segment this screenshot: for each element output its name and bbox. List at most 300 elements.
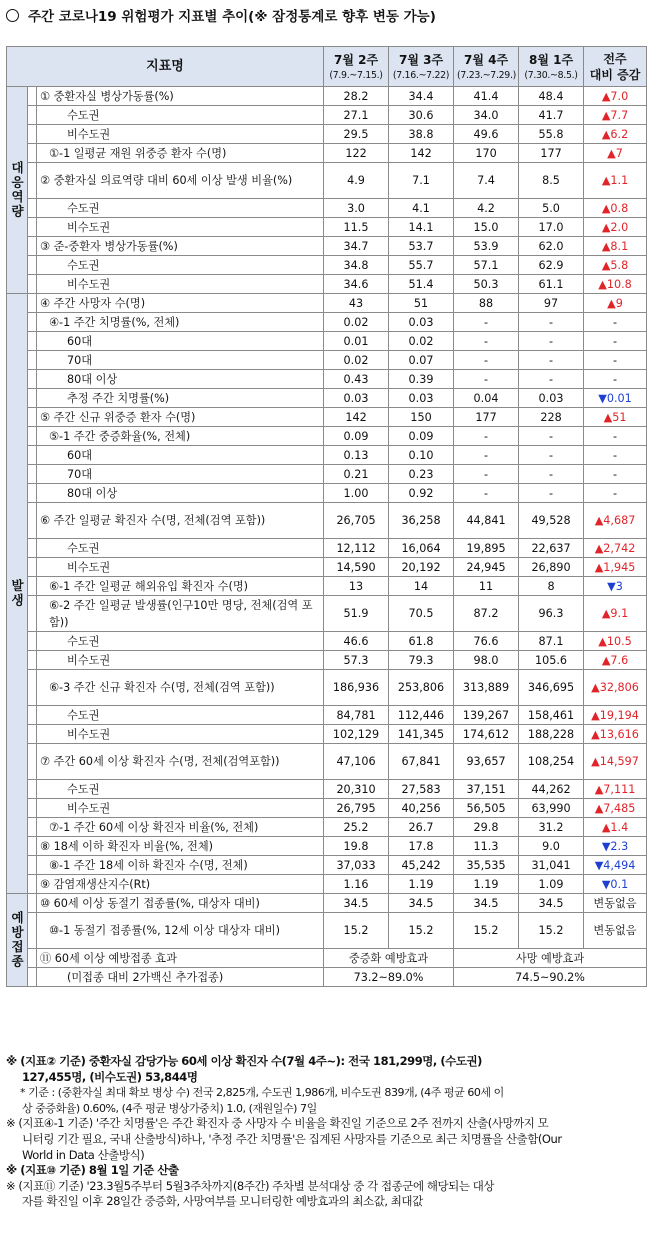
indicator-label: 수도권 — [37, 706, 324, 725]
indent-cell — [28, 856, 37, 875]
week-value: 12,112 — [324, 539, 389, 558]
indicator-label: ③ 준-중환자 병상가동률(%) — [37, 237, 324, 256]
week-value: 53.9 — [454, 237, 519, 256]
week-value: 49,528 — [519, 503, 584, 539]
week-value: 1.16 — [324, 875, 389, 894]
table-row — [7, 706, 647, 725]
indent-cell — [28, 799, 37, 818]
week-value: 61.1 — [519, 275, 584, 294]
header-week-3: 7월 4주 (7.23.~7.29.) — [454, 47, 519, 87]
change-value: ▲5.8 — [584, 256, 647, 275]
effect-label: ⑪ 60세 이상 예방접종 효과 — [37, 949, 324, 968]
table-row — [7, 894, 647, 913]
note-1: ※ (지표② 기준) 중환자실 감당가능 60세 이상 확진자 수(7월 4주~): 전국 181,299명, (수도권) — [6, 1054, 482, 1068]
week-value: 11 — [454, 577, 519, 596]
week-value: 15.2 — [389, 913, 454, 949]
table-row — [7, 408, 647, 427]
change-value: - — [584, 370, 647, 389]
week-value: 20,192 — [389, 558, 454, 577]
week-value: 67,841 — [389, 744, 454, 780]
week-value: 150 — [389, 408, 454, 427]
week-value: 45,242 — [389, 856, 454, 875]
table-row — [7, 539, 647, 558]
week-value: 51.4 — [389, 275, 454, 294]
week-value: 34.7 — [324, 237, 389, 256]
week-value: - — [519, 427, 584, 446]
week-value: - — [454, 465, 519, 484]
table-row — [7, 651, 647, 670]
week-value: 228 — [519, 408, 584, 427]
week-value: 0.04 — [454, 389, 519, 408]
table-row — [7, 87, 647, 106]
week-value: - — [454, 313, 519, 332]
week-value: 15.2 — [324, 913, 389, 949]
indent-cell — [28, 577, 37, 596]
week-value: 16,064 — [389, 539, 454, 558]
week-value: 97 — [519, 294, 584, 313]
indent-cell — [28, 237, 37, 256]
indent-cell — [28, 670, 37, 706]
week-value: 112,446 — [389, 706, 454, 725]
week-value: 30.6 — [389, 106, 454, 125]
indent-cell — [28, 370, 37, 389]
week-value: 186,936 — [324, 670, 389, 706]
indicator-label: 60대 — [37, 332, 324, 351]
week-value: 98.0 — [454, 651, 519, 670]
week-value: 4.1 — [389, 199, 454, 218]
change-value: ▲6.2 — [584, 125, 647, 144]
week-value: 29.5 — [324, 125, 389, 144]
week-value: 102,129 — [324, 725, 389, 744]
week-value: 34.5 — [454, 894, 519, 913]
indent-cell — [28, 725, 37, 744]
week-value: 31.2 — [519, 818, 584, 837]
change-value: ▼2.3 — [584, 837, 647, 856]
table-row — [7, 818, 647, 837]
indicator-label: 수도권 — [37, 199, 324, 218]
table-row — [7, 446, 647, 465]
change-value: ▲13,616 — [584, 725, 647, 744]
change-value: ▼0.1 — [584, 875, 647, 894]
week-value: 7.1 — [389, 163, 454, 199]
week-value: 1.09 — [519, 875, 584, 894]
week-value: 1.00 — [324, 484, 389, 503]
indent-cell — [28, 256, 37, 275]
table-row — [7, 596, 647, 632]
effect-sublabel: (미접종 대비 2가백신 추가접종) — [37, 968, 324, 987]
change-value: - — [584, 313, 647, 332]
week-value: 0.02 — [324, 351, 389, 370]
week-value: 34.4 — [389, 87, 454, 106]
change-value: ▲10.5 — [584, 632, 647, 651]
week-value: 346,695 — [519, 670, 584, 706]
category-vaccine: 예방접종 — [7, 894, 28, 987]
note-2: * 기준 : (중환자실 최대 확보 병상 수) 전국 2,825개, 수도권 1,986개, 비수도권 839개, (4주 평균 60세 이 — [20, 1086, 504, 1100]
week-value: - — [519, 465, 584, 484]
indicator-label: 70대 — [37, 465, 324, 484]
circle-bullet-icon — [6, 9, 19, 22]
change-value: 변동없음 — [584, 894, 647, 913]
week-value: 24,945 — [454, 558, 519, 577]
indicator-label: 비수도권 — [37, 218, 324, 237]
table-row — [7, 632, 647, 651]
week-value: 87.1 — [519, 632, 584, 651]
severe-effect-header: 중증화 예방효과 — [324, 949, 454, 968]
change-value: ▲7.0 — [584, 87, 647, 106]
week-value: 0.02 — [389, 332, 454, 351]
indicator-label: ⑦ 주간 60세 이상 확진자 수(명, 전체(검역포함)) — [37, 744, 324, 780]
change-value: ▲9.1 — [584, 596, 647, 632]
week-value: 0.09 — [389, 427, 454, 446]
change-value: - — [584, 446, 647, 465]
indent-cell — [28, 632, 37, 651]
week-value: 43 — [324, 294, 389, 313]
table-row — [7, 106, 647, 125]
week-value: 55.7 — [389, 256, 454, 275]
week-value: 31,041 — [519, 856, 584, 875]
week-value: 17.8 — [389, 837, 454, 856]
week-value: - — [454, 427, 519, 446]
indicator-label: ⑧-1 주간 18세 이하 확진자 수(명, 전체) — [37, 856, 324, 875]
change-value: ▼4,494 — [584, 856, 647, 875]
change-value: ▲8.1 — [584, 237, 647, 256]
table-row — [7, 125, 647, 144]
indicator-label: 비수도권 — [37, 725, 324, 744]
category-response: 대응역량 — [7, 87, 28, 294]
change-value: ▲0.8 — [584, 199, 647, 218]
week-value: 51 — [389, 294, 454, 313]
change-value: ▲7.7 — [584, 106, 647, 125]
indent-cell — [28, 294, 37, 313]
week-value: 57.3 — [324, 651, 389, 670]
change-value: 변동없음 — [584, 913, 647, 949]
table-row — [7, 875, 647, 894]
week-value: 11.3 — [454, 837, 519, 856]
footnotes — [6, 1054, 650, 1210]
indicator-label: ⑦-1 주간 60세 이상 확진자 비율(%, 전체) — [37, 818, 324, 837]
week-value: - — [454, 484, 519, 503]
week-value: - — [454, 370, 519, 389]
week-value: 170 — [454, 144, 519, 163]
indent-cell — [28, 144, 37, 163]
indent-cell — [28, 539, 37, 558]
week-value: 76.6 — [454, 632, 519, 651]
indent-cell — [28, 968, 37, 987]
indent-cell — [28, 106, 37, 125]
week-value: 4.9 — [324, 163, 389, 199]
severe-effect-value: 73.2~89.0% — [324, 968, 454, 987]
indent-cell — [28, 389, 37, 408]
week-value: 44,841 — [454, 503, 519, 539]
week-value: 63,990 — [519, 799, 584, 818]
indent-cell — [28, 87, 37, 106]
table-row — [7, 144, 647, 163]
indent-cell — [28, 949, 37, 968]
indent-cell — [28, 913, 37, 949]
week-value: 62.9 — [519, 256, 584, 275]
indent-cell — [28, 484, 37, 503]
change-value: ▲7.6 — [584, 651, 647, 670]
week-value: - — [519, 446, 584, 465]
table-row — [7, 370, 647, 389]
week-value: 4.2 — [454, 199, 519, 218]
indicator-label: ④-1 주간 치명률(%, 전체) — [37, 313, 324, 332]
week-value: 0.02 — [324, 313, 389, 332]
change-value: ▲1,945 — [584, 558, 647, 577]
change-value: ▲1.1 — [584, 163, 647, 199]
week-value: - — [519, 484, 584, 503]
indent-cell — [28, 199, 37, 218]
header-week-2: 7월 3주 (7.16.~7.22) — [389, 47, 454, 87]
indicator-label: ⑩-1 동절기 접종률(%, 12세 이상 대상자 대비) — [37, 913, 324, 949]
change-value: ▲32,806 — [584, 670, 647, 706]
note-4: ※ (지표⑩ 기준) 8월 1일 기준 산출 — [6, 1163, 179, 1178]
indicator-label: 60대 — [37, 446, 324, 465]
week-value: 0.39 — [389, 370, 454, 389]
indicator-label: ①-1 일평균 재원 위중증 환자 수(명) — [37, 144, 324, 163]
indent-cell — [28, 332, 37, 351]
indicator-label: 비수도권 — [37, 125, 324, 144]
change-value: ▲14,597 — [584, 744, 647, 780]
week-value: 3.0 — [324, 199, 389, 218]
change-value: ▲19,194 — [584, 706, 647, 725]
table-row — [7, 237, 647, 256]
table-row — [7, 670, 647, 706]
week-value: 79.3 — [389, 651, 454, 670]
header-week-1: 7월 2주 (7.9.~7.15.) — [324, 47, 389, 87]
week-value: 62.0 — [519, 237, 584, 256]
week-value: 0.23 — [389, 465, 454, 484]
week-value: 0.03 — [324, 389, 389, 408]
week-value: 0.01 — [324, 332, 389, 351]
indicator-label: 수도권 — [37, 632, 324, 651]
week-value: 19,895 — [454, 539, 519, 558]
table-row — [7, 503, 647, 539]
week-value: 51.9 — [324, 596, 389, 632]
indicator-label: ⑥ 주간 일평균 확진자 수(명, 전체(검역 포함)) — [37, 503, 324, 539]
note-3-cont2: World in Data 산출방식) — [22, 1147, 145, 1162]
change-value: ▲1.4 — [584, 818, 647, 837]
week-value: 174,612 — [454, 725, 519, 744]
week-value: - — [519, 370, 584, 389]
table-row — [7, 577, 647, 596]
week-value: 53.7 — [389, 237, 454, 256]
header-week-4: 8월 1주 (7.30.~8.5.) — [519, 47, 584, 87]
indicator-label: ⑤ 주간 신규 위중증 환자 수(명) — [37, 408, 324, 427]
week-value: 8 — [519, 577, 584, 596]
week-value: 0.13 — [324, 446, 389, 465]
table-row — [7, 968, 647, 987]
table-row — [7, 856, 647, 875]
week-value: - — [454, 351, 519, 370]
indent-cell — [28, 706, 37, 725]
week-value: 40,256 — [389, 799, 454, 818]
week-value: - — [454, 332, 519, 351]
indent-cell — [28, 351, 37, 370]
death-effect-header: 사망 예방효과 — [454, 949, 647, 968]
week-value: 56,505 — [454, 799, 519, 818]
indent-cell — [28, 744, 37, 780]
change-value: ▲9 — [584, 294, 647, 313]
table-row — [7, 332, 647, 351]
indent-cell — [28, 596, 37, 632]
week-value: 141,345 — [389, 725, 454, 744]
week-value: 37,151 — [454, 780, 519, 799]
note-3: ※ (지표④-1 기준) '주간 치명률'은 주간 확진자 중 사망자 수 비율을 확진일 기준으로 2주 전까지 산출(사망까지 모 — [6, 1116, 549, 1131]
indicator-label: ⑩ 60세 이상 동절기 접종률(%, 대상자 대비) — [37, 894, 324, 913]
week-value: 96.3 — [519, 596, 584, 632]
week-value: 61.8 — [389, 632, 454, 651]
week-value: 14 — [389, 577, 454, 596]
table-row — [7, 913, 647, 949]
table-row — [7, 163, 647, 199]
header-indicator-name: 지표명 — [7, 47, 324, 87]
week-value: 55.8 — [519, 125, 584, 144]
week-value: 0.03 — [389, 313, 454, 332]
change-value: ▲2,742 — [584, 539, 647, 558]
week-value: - — [519, 313, 584, 332]
change-value: - — [584, 465, 647, 484]
indent-cell — [28, 875, 37, 894]
week-value: 158,461 — [519, 706, 584, 725]
week-value: - — [454, 446, 519, 465]
table-row — [7, 199, 647, 218]
week-value: 15.2 — [519, 913, 584, 949]
week-value: 188,228 — [519, 725, 584, 744]
week-value: 0.21 — [324, 465, 389, 484]
indicator-label: ⑤-1 주간 중증화율(%, 전체) — [37, 427, 324, 446]
indicator-label: 수도권 — [37, 539, 324, 558]
indent-cell — [28, 313, 37, 332]
week-value: 105.6 — [519, 651, 584, 670]
week-value: 34.6 — [324, 275, 389, 294]
week-value: 25.2 — [324, 818, 389, 837]
change-value: ▲10.8 — [584, 275, 647, 294]
table-row — [7, 313, 647, 332]
table-row — [7, 799, 647, 818]
week-value: 17.0 — [519, 218, 584, 237]
indent-cell — [28, 837, 37, 856]
week-value: 41.7 — [519, 106, 584, 125]
week-value: 70.5 — [389, 596, 454, 632]
table-row — [7, 837, 647, 856]
death-effect-value: 74.5~90.2% — [454, 968, 647, 987]
indicator-label: 수도권 — [37, 256, 324, 275]
week-value: - — [519, 332, 584, 351]
change-value: ▲2.0 — [584, 218, 647, 237]
indicator-label: 추정 주간 치명률(%) — [37, 389, 324, 408]
change-value: ▲4,687 — [584, 503, 647, 539]
week-value: 36,258 — [389, 503, 454, 539]
week-value: 26,705 — [324, 503, 389, 539]
note-5: ※ (지표⑪ 기준) '23.3월5주부터 5월3주차까지(8주간) 주차별 분석대상 중 각 접종군에 해당되는 대상 — [6, 1178, 495, 1193]
change-value: - — [584, 351, 647, 370]
week-value: 34.8 — [324, 256, 389, 275]
indicator-label: ⑥-1 주간 일평균 해외유입 확진자 수(명) — [37, 577, 324, 596]
week-value: 14,590 — [324, 558, 389, 577]
week-value: 41.4 — [454, 87, 519, 106]
indent-cell — [28, 780, 37, 799]
page-title: 주간 코로나19 위험평가 지표별 추이(※ 잠정통계로 향후 변동 가능) — [6, 5, 436, 25]
indicator-label: 비수도권 — [37, 651, 324, 670]
table-row — [7, 558, 647, 577]
change-value: ▼0.01 — [584, 389, 647, 408]
indicator-label: ⑧ 18세 이하 확진자 비율(%, 전체) — [37, 837, 324, 856]
week-value: 34.0 — [454, 106, 519, 125]
week-value: - — [519, 351, 584, 370]
week-value: 177 — [519, 144, 584, 163]
indicator-label: 80대 이상 — [37, 370, 324, 389]
indicator-label: ② 중환자실 의료역량 대비 60세 이상 발생 비율(%) — [37, 163, 324, 199]
table-row — [7, 484, 647, 503]
indent-cell — [28, 163, 37, 199]
table-row — [7, 294, 647, 313]
week-value: 48.4 — [519, 87, 584, 106]
week-value: 122 — [324, 144, 389, 163]
week-value: 0.43 — [324, 370, 389, 389]
note-1-cont: 127,455명, (비수도권) 53,844명 — [22, 1069, 198, 1084]
week-value: 142 — [389, 144, 454, 163]
week-value: 93,657 — [454, 744, 519, 780]
week-value: 46.6 — [324, 632, 389, 651]
week-value: 27.1 — [324, 106, 389, 125]
week-value: 26.7 — [389, 818, 454, 837]
week-value: 26,890 — [519, 558, 584, 577]
week-value: 84,781 — [324, 706, 389, 725]
week-value: 35,535 — [454, 856, 519, 875]
header-change: 전주 대비 증감 — [584, 47, 647, 87]
week-value: 49.6 — [454, 125, 519, 144]
week-value: 28.2 — [324, 87, 389, 106]
indicator-label: 비수도권 — [37, 799, 324, 818]
note-3-cont: 니터링 기간 필요, 국내 산출방식)하나, '추정 주간 치명률'은 집계된 사망자를 기준으로 최근 치명률을 산출함(Our — [22, 1131, 562, 1146]
week-value: 38.8 — [389, 125, 454, 144]
indicator-label: ① 중환자실 병상가동률(%) — [37, 87, 324, 106]
week-value: 7.4 — [454, 163, 519, 199]
indent-cell — [28, 465, 37, 484]
week-value: 27,583 — [389, 780, 454, 799]
week-value: 50.3 — [454, 275, 519, 294]
week-value: 0.03 — [519, 389, 584, 408]
indent-cell — [28, 818, 37, 837]
week-value: 13 — [324, 577, 389, 596]
change-value: ▲51 — [584, 408, 647, 427]
indicator-label: 비수도권 — [37, 275, 324, 294]
note-5-cont: 자를 확진일 이후 28일간 중증화, 사망여부를 모니터링한 예방효과의 최소값, 최대값 — [22, 1194, 423, 1209]
week-value: 34.5 — [324, 894, 389, 913]
indent-cell — [28, 125, 37, 144]
indicator-label: 수도권 — [37, 780, 324, 799]
indent-cell — [28, 218, 37, 237]
note-2-cont: 상 중증화율) 0.60%, (4주 평균 병상가중치) 1.0, (재원일수) 7일 — [22, 1101, 317, 1115]
week-value: 142 — [324, 408, 389, 427]
week-value: 0.10 — [389, 446, 454, 465]
indicator-label: ⑥-3 주간 신규 확진자 수(명, 전체(검역 포함)) — [37, 670, 324, 706]
week-value: 22,637 — [519, 539, 584, 558]
table-row — [7, 780, 647, 799]
indicator-label: ⑥-2 주간 일평균 발생률(인구10만 명당, 전체(검역 포함)) — [37, 596, 324, 632]
week-value: 87.2 — [454, 596, 519, 632]
change-value: - — [584, 332, 647, 351]
indicator-label: 80대 이상 — [37, 484, 324, 503]
table-row — [7, 256, 647, 275]
week-value: 88 — [454, 294, 519, 313]
week-value: 0.92 — [389, 484, 454, 503]
week-value: 44,262 — [519, 780, 584, 799]
indent-cell — [28, 558, 37, 577]
week-value: 139,267 — [454, 706, 519, 725]
change-value: ▲7 — [584, 144, 647, 163]
